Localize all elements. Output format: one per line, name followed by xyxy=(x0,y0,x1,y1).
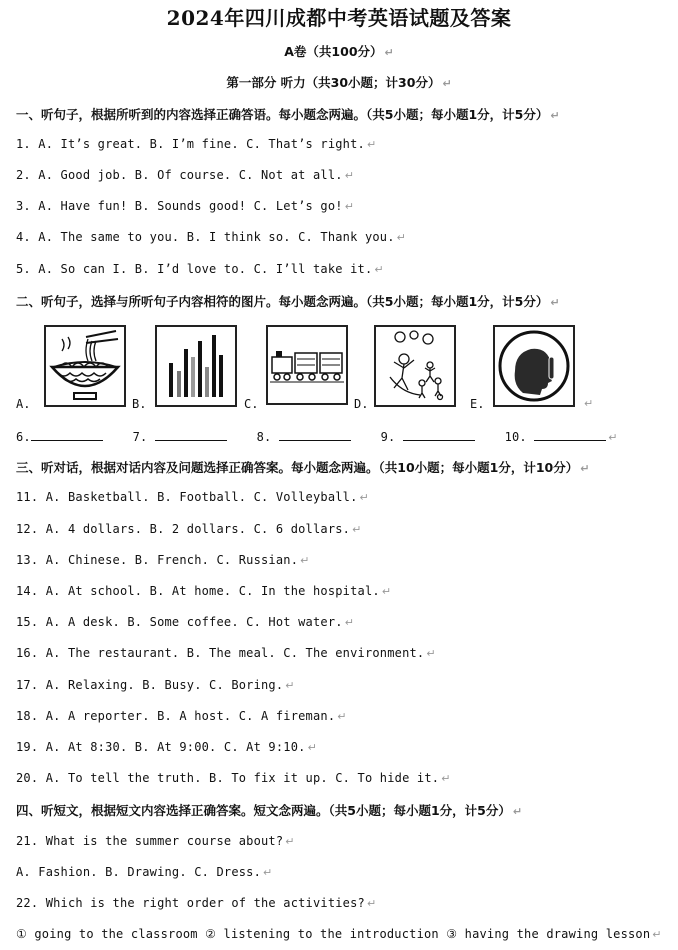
answer-blanks-6-10: 6. 7. 8. 9. 10. ↵ xyxy=(16,430,618,444)
picture-label-b: B. xyxy=(132,397,147,411)
picture-label-d: D. xyxy=(354,397,369,411)
train-icon xyxy=(266,325,348,405)
paragraph-mark: ↵ xyxy=(584,397,594,410)
question-14: 14. A. At school. B. At home. C. In the hospital. ↵ xyxy=(16,584,392,598)
question-12: 12. A. 4 dollars. B. 2 dollars. C. 6 dollars. ↵ xyxy=(16,522,362,536)
dancing-people-icon xyxy=(374,325,456,407)
question-22-steps: ① going to the classroom ② listening to the introduction ③ having the drawing lesson ↵ xyxy=(16,927,662,941)
section-4-heading: 四、听短文，根据短文内容选择正确答案。短文念两遍。（共5小题；每小题1分，计5分） ↵ xyxy=(16,803,523,818)
blank-9[interactable] xyxy=(403,428,475,441)
question-2: 2. A. Good job. B. Of course. C. Not at all. ↵ xyxy=(16,168,355,182)
question-18: 18. A. A reporter. B. A host. C. A fireman. ↵ xyxy=(16,709,347,723)
section-3-heading: 三、听对话，根据对话内容及问题选择正确答案。每小题念两遍。（共10小题；每小题1分，计10分） ↵ xyxy=(16,460,590,475)
picture-label-e: E. xyxy=(470,397,485,411)
question-19: 19. A. At 8:30. B. At 9:00. C. At 9:10. ↵ xyxy=(16,740,317,754)
noodle-bowl-icon xyxy=(44,325,126,407)
picture-options xyxy=(16,325,676,415)
blank-8[interactable] xyxy=(279,428,351,441)
blank-6[interactable] xyxy=(31,428,103,441)
question-15: 15. A. A desk. B. Some coffee. C. Hot water. ↵ xyxy=(16,615,355,629)
question-20: 20. A. To tell the truth. B. To fix it up. C. To hide it. ↵ xyxy=(16,771,451,785)
question-22: 22. Which is the right order of the activities? ↵ xyxy=(16,896,377,910)
picture-label-c: C. xyxy=(244,397,259,411)
question-13: 13. A. Chinese. B. French. C. Russian. ↵ xyxy=(16,553,310,567)
page-title: 2024年四川成都中考英语试题及答案 xyxy=(166,6,512,30)
part-heading: 第一部分 听力（共30小题；计30分） ↵ xyxy=(226,75,452,90)
section-1-heading: 一、听句子，根据所听到的内容选择正确答语。每小题念两遍。（共5小题；每小题1分，计5分） ↵ xyxy=(16,107,560,122)
question-17: 17. A. Relaxing. B. Busy. C. Boring. ↵ xyxy=(16,678,295,692)
blank-10[interactable] xyxy=(534,428,606,441)
question-5: 5. A. So can I. B. I’d love to. C. I’ll take it. ↵ xyxy=(16,262,384,276)
question-1: 1. A. It’s great. B. I’m fine. C. That’s right. ↵ xyxy=(16,137,377,151)
question-3: 3. A. Have fun! B. Sounds good! C. Let’s go! ↵ xyxy=(16,199,355,213)
blank-7[interactable] xyxy=(155,428,227,441)
question-21-options: A. Fashion. B. Drawing. C. Dress. ↵ xyxy=(16,865,273,879)
question-11: 11. A. Basketball. B. Football. C. Volleyball. ↵ xyxy=(16,490,369,504)
quiet-gesture-icon xyxy=(493,325,575,407)
question-4: 4. A. The same to you. B. I think so. C. Thank you. ↵ xyxy=(16,230,407,244)
section-2-heading: 二、听句子，选择与所听句子内容相符的图片。每小题念两遍。（共5小题；每小题1分，计5分） ↵ xyxy=(16,294,560,309)
question-16: 16. A. The restaurant. B. The meal. C. The environment. ↵ xyxy=(16,646,436,660)
bar-graph-icon xyxy=(155,325,237,407)
question-21: 21. What is the summer course about? ↵ xyxy=(16,834,295,848)
picture-label-a: A. xyxy=(16,397,31,411)
volume-heading: A卷（共100分） ↵ xyxy=(284,44,394,59)
